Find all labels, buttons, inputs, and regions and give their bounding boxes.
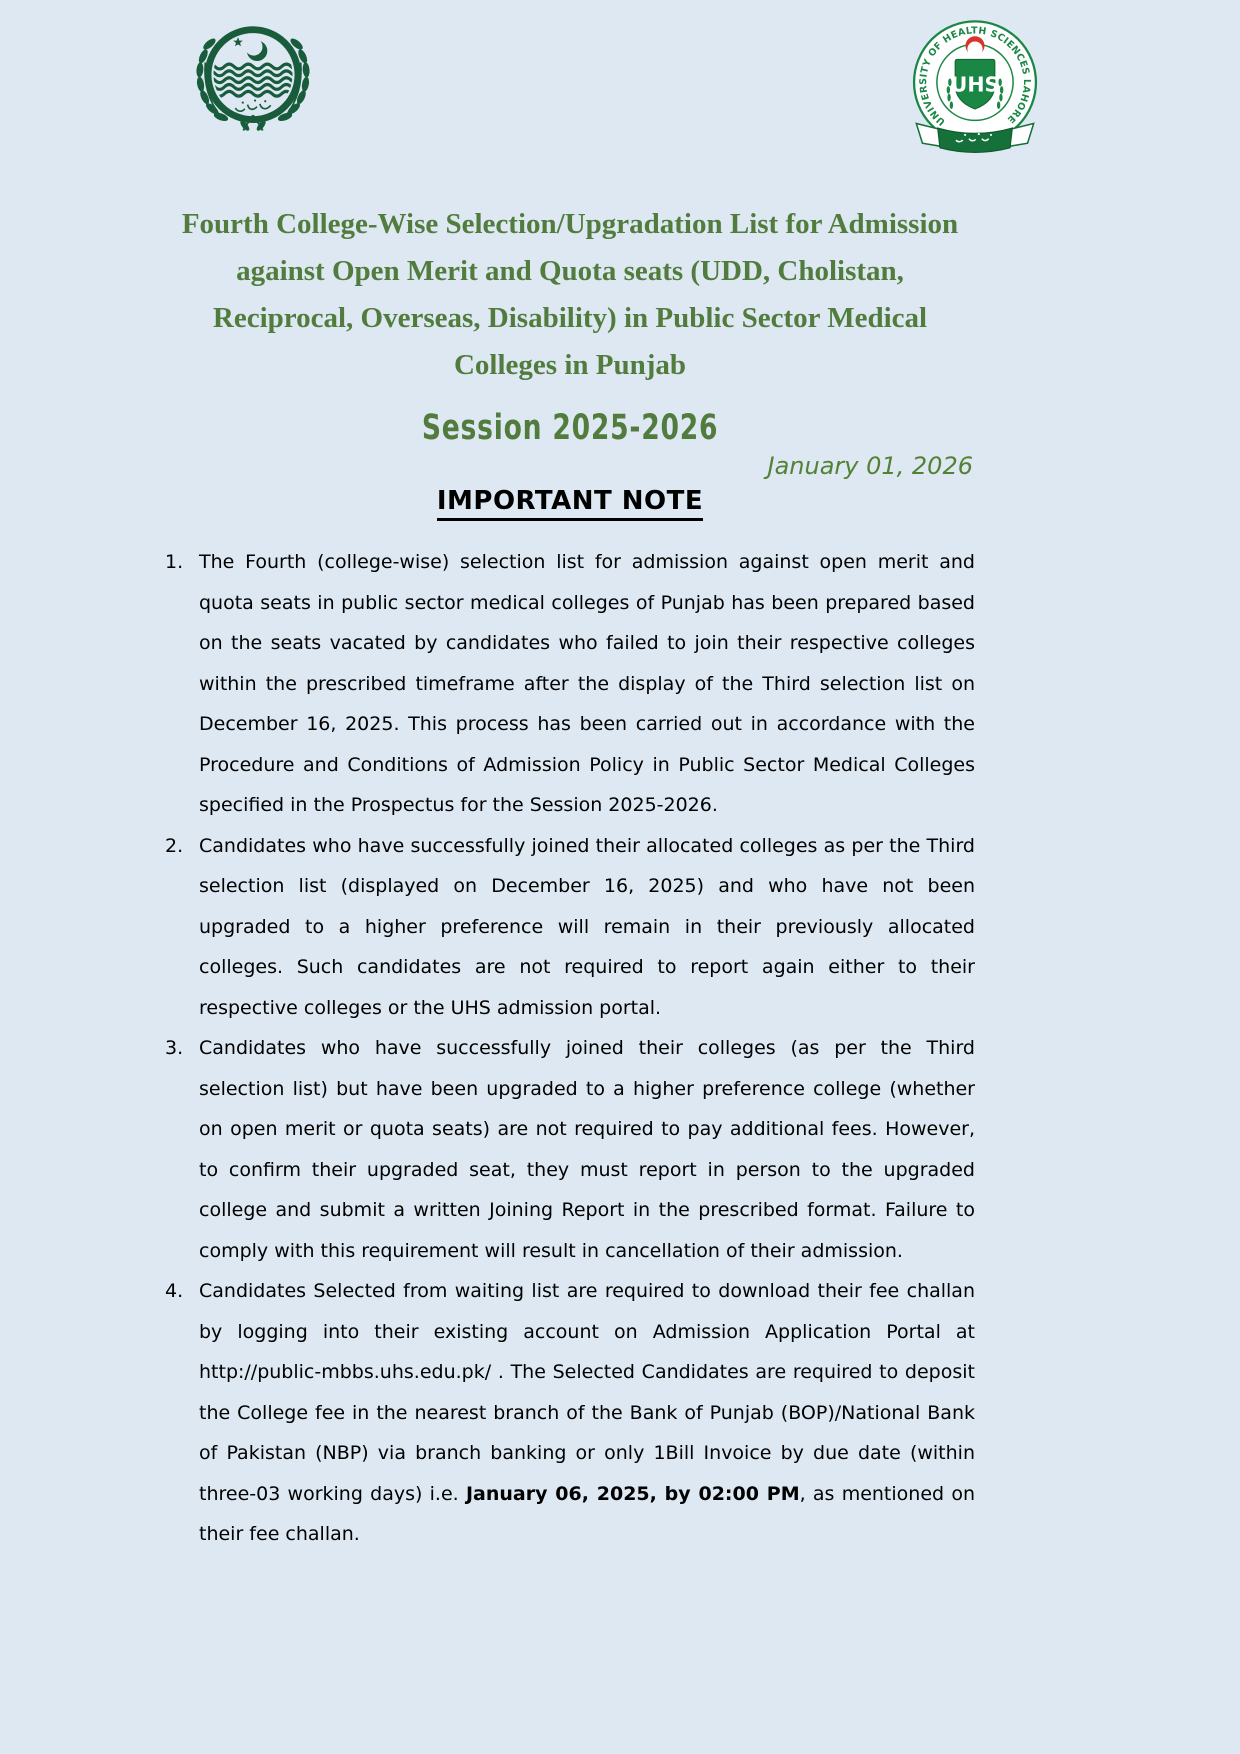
note-item-text xyxy=(199,826,975,1029)
header xyxy=(0,0,1240,161)
punjab-government-logo xyxy=(178,12,328,138)
note-text-segment: , as mentioned on their fee challan. xyxy=(199,1482,975,1546)
notes-list xyxy=(165,542,975,1555)
document-title: Fourth College-Wise Selection/Upgradation List for Admission against Open Merit and Quota seats (UDD, Cholistan, Reciprocal, Overseas, Disability) in Public Sector Medical Colleges in Punjab xyxy=(181,208,959,381)
note-item xyxy=(165,1271,975,1555)
note-item-text xyxy=(199,1028,975,1271)
note-text-segment: Candidates who have successfully joined their colleges (as per the Third selection list) but have been upgraded to a higher preference college (whether on open merit or quota seats) are not required to pay additional fees. However, to confirm their upgraded seat, they must report in person to the upgraded college and submit a written Joining Report in the prescribed format. Failure to comply with this requirement will result in cancellation of their admission. xyxy=(199,1037,975,1262)
note-item-text xyxy=(199,1271,975,1555)
note-item xyxy=(165,826,975,1029)
note-item-number: 4. xyxy=(165,1280,184,1303)
document-date: January 01, 2026 xyxy=(767,452,973,481)
uhs-shield-text: UHS xyxy=(950,72,1000,97)
note-item xyxy=(165,1028,975,1271)
important-note-heading xyxy=(165,486,975,516)
note-text-segment: The Fourth (college-wise) selection list for admission against open merit and quota seats in public sector medical colleges of Punjab has been prepared based on the seats vacated by candidates who failed to join their respective colleges within the prescribed timeframe after the display of the Third selection list on December 16, 2025. This process has been carried out in accordance with the Procedure and Conditions of Admission Policy in Public Sector Medical Colleges specified in the Prospectus for the Session 2025-2026. xyxy=(199,551,975,817)
note-item-number: 3. xyxy=(165,1037,184,1060)
uhs-lahore-logo xyxy=(895,12,1055,161)
note-item xyxy=(165,542,975,826)
session-line xyxy=(165,408,975,448)
uhs-ring-text: UNIVERSITY OF HEALTH SCIENCES LAHORE xyxy=(918,25,1032,128)
important-note-heading-text: IMPORTANT NOTE xyxy=(437,486,703,521)
note-text-bold-segment: January 06, 2025, by 02:00 PM xyxy=(465,1482,800,1505)
note-item-text xyxy=(199,542,975,826)
note-text-segment: Candidates Selected from waiting list are required to download their fee challan by logging into their existing account on Admission Application Portal at http://public-mbbs.uhs.edu.pk/ . The Selected Candidates are required to deposit the College fee in the nearest branch of the Bank of Punjab (BOP)/National Bank of Pakistan (NBP) via branch banking or only 1Bill Invoice by due date (within three-03 working days) i.e. xyxy=(199,1280,975,1505)
session-text: Session 2025-2026 xyxy=(421,408,719,449)
note-text-segment: Candidates who have successfully joined their allocated colleges as per the Third selection list (displayed on December 16, 2025) and who have not been upgraded to a higher preference will remain in their previously allocated colleges. Such candidates are not required to report again either to their respective colleges or the UHS admission portal. xyxy=(199,834,975,1019)
note-item-number: 2. xyxy=(165,834,184,857)
note-item-number: 1. xyxy=(165,551,184,574)
